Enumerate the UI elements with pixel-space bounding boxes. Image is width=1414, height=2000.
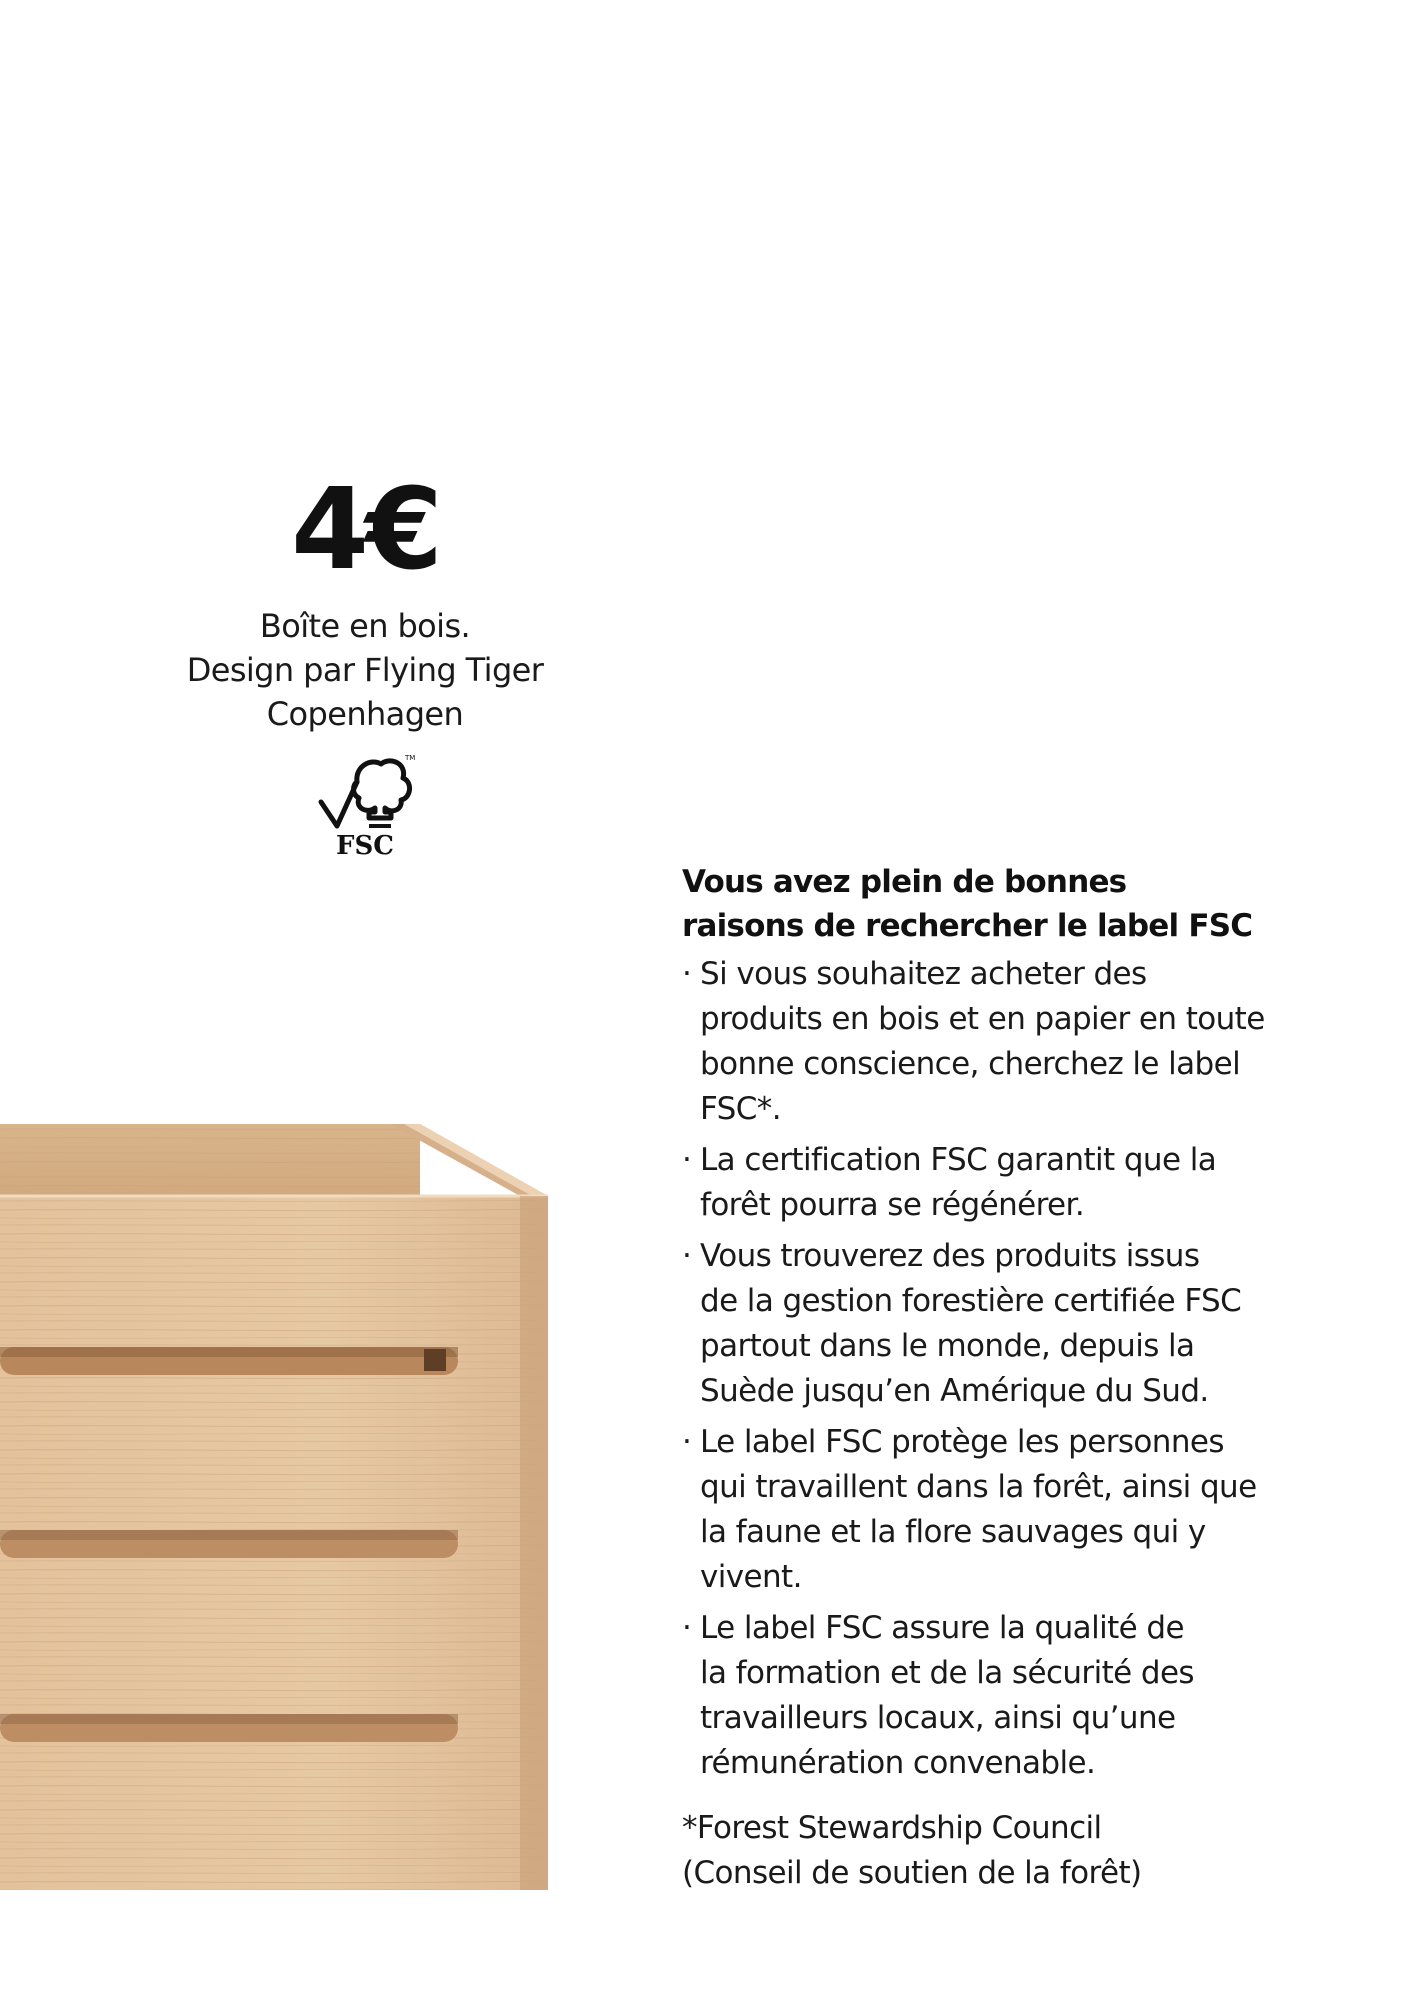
list-item-line: bonne conscience, cherchez le label [700, 1046, 1241, 1082]
list-item-line: de la gestion forestière certifiée FSC [700, 1283, 1242, 1319]
product-description-line: Boîte en bois. [259, 607, 471, 645]
price: 4€ [291, 465, 439, 595]
list-item-line: partout dans le monde, depuis la [700, 1328, 1195, 1364]
list-item-line: forêt pourra se régénérer. [700, 1187, 1085, 1223]
list-item-line: Si vous souhaitez acheter des [700, 956, 1147, 992]
bullet-dot: · [682, 956, 692, 992]
product-info [150, 465, 580, 862]
list-item [682, 1138, 1322, 1228]
list-item-line: la formation et de la sécurité des [700, 1655, 1194, 1691]
list-item [682, 1606, 1322, 1786]
info-heading-line: raisons de rechercher le label FSC [682, 908, 1253, 944]
list-item-line: FSC*. [700, 1091, 781, 1127]
bullet-dot: · [682, 1142, 692, 1178]
bullet-dot: · [682, 1238, 692, 1274]
list-item-line: La certification FSC garantit que la [700, 1142, 1217, 1178]
list-item-line: vivent. [700, 1559, 802, 1595]
fsc-logo-icon [315, 752, 415, 862]
info-heading-line: Vous avez plein de bonnes [682, 864, 1127, 900]
list-item-line: Vous trouverez des produits issus [700, 1238, 1200, 1274]
footnote [682, 1806, 1322, 1896]
list-item-line: Suède jusqu’en Amérique du Sud. [700, 1373, 1209, 1409]
list-item-line: Le label FSC protège les personnes [700, 1424, 1224, 1460]
bullet-dot: · [682, 1610, 692, 1646]
product-description [150, 604, 580, 736]
product-description-line: Copenhagen [266, 695, 464, 733]
reasons-list [682, 952, 1322, 1786]
footnote-line: *Forest Stewardship Council [682, 1810, 1102, 1846]
fsc-info [682, 860, 1322, 1896]
list-item-line: la faune et la flore sauvages qui y [700, 1514, 1206, 1550]
trademark-label: TM [405, 754, 415, 762]
list-item [682, 1420, 1322, 1600]
list-item-line: qui travaillent dans la forêt, ainsi que [700, 1469, 1257, 1505]
list-item-line: Le label FSC assure la qualité de [700, 1610, 1184, 1646]
list-item [682, 1234, 1322, 1414]
fsc-logo-label: FSC [336, 831, 394, 861]
product-description-line: Design par Flying Tiger [186, 651, 544, 689]
list-item-line: travailleurs locaux, ainsi qu’une [700, 1700, 1176, 1736]
info-heading [682, 860, 1322, 948]
bullet-dot: · [682, 1424, 692, 1460]
list-item-line: produits en bois et en papier en toute [700, 1001, 1265, 1037]
footnote-line: (Conseil de soutien de la forêt) [682, 1855, 1142, 1891]
list-item-line: rémunération convenable. [700, 1745, 1096, 1781]
list-item [682, 952, 1322, 1132]
wooden-crate-photo [0, 1110, 560, 1890]
